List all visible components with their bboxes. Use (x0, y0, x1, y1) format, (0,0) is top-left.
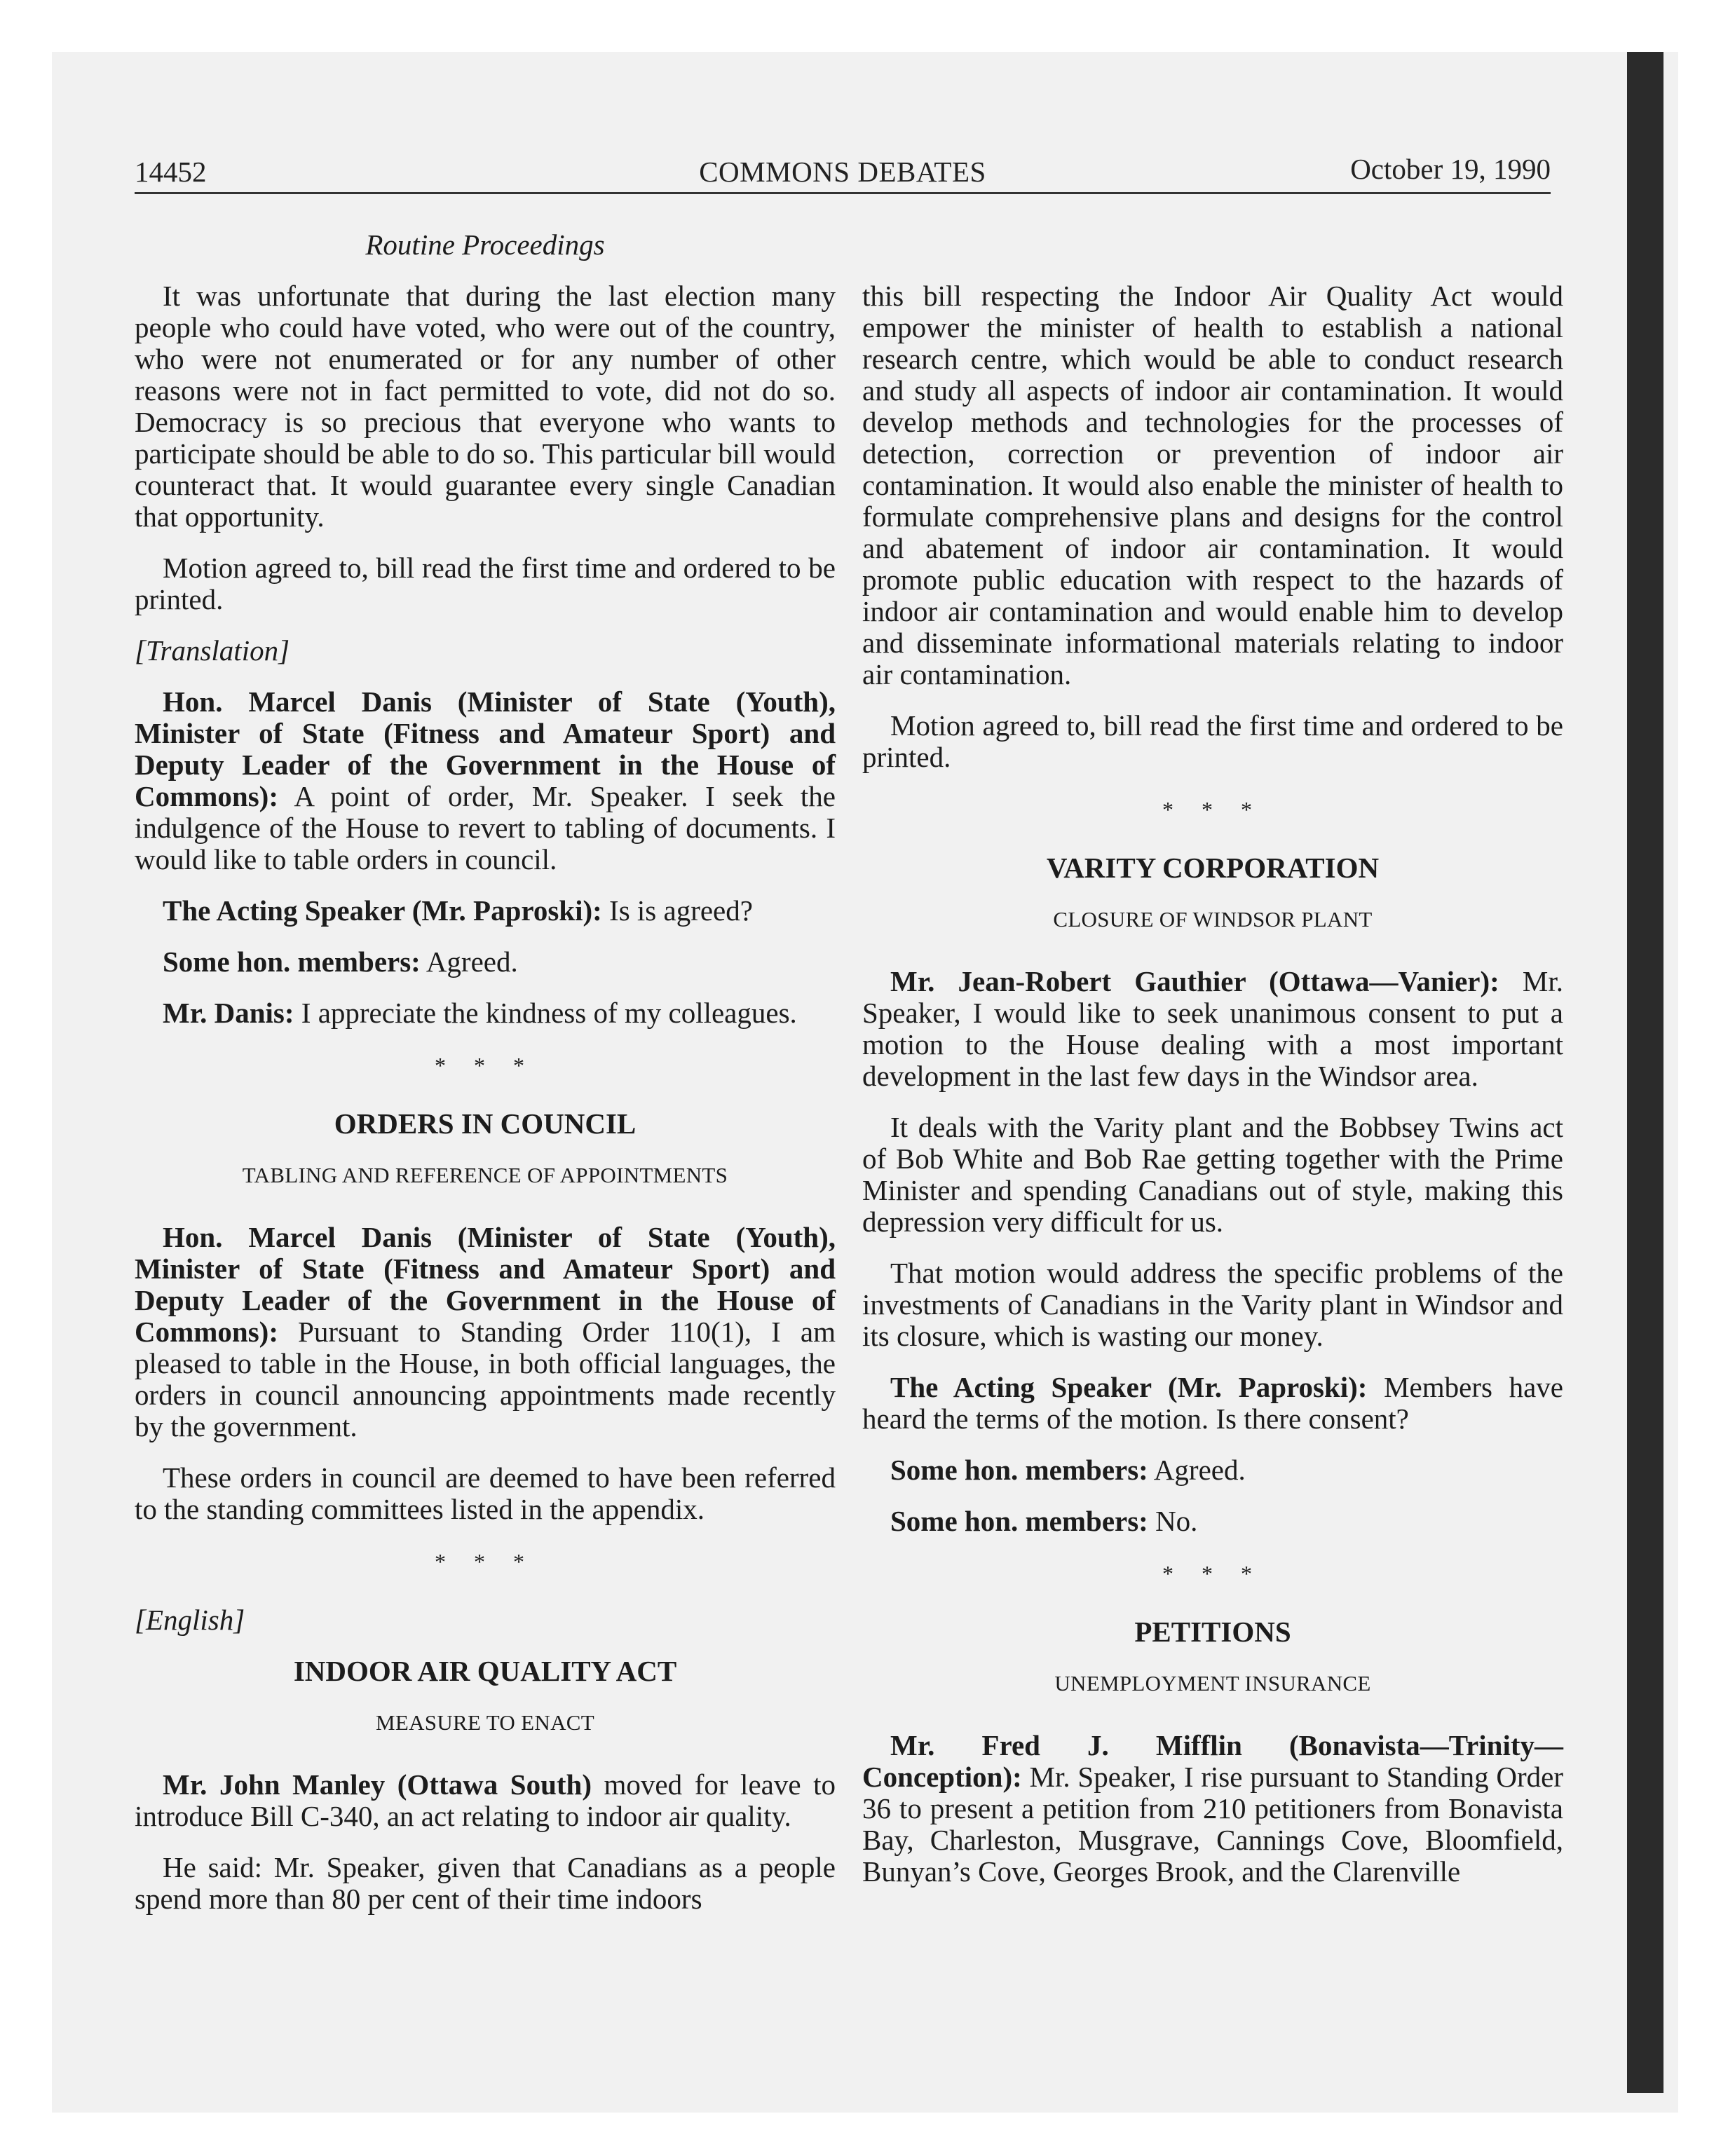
scan-edge (1627, 52, 1663, 2093)
speaker-name: Mr. Fred J. Mifflin (Bonavista—Trinity—Conception): (862, 1729, 1563, 1793)
section-heading: ORDERS IN COUNCIL (334, 1107, 637, 1140)
english-marker: [English] (135, 1604, 245, 1636)
paragraph (135, 1769, 836, 1832)
section-heading: VARITY CORPORATION (1046, 852, 1380, 884)
section-separator: * * * (435, 1053, 536, 1078)
paragraph: Motion agreed to, bill read the first time and ordered to be printed. (862, 709, 1563, 773)
page-date: October 19, 1990 (1350, 153, 1551, 185)
paragraph (862, 1506, 1563, 1537)
paragraph (135, 686, 836, 875)
speaker-name: Mr. John Manley (Ottawa South) (163, 1768, 592, 1801)
paragraph (135, 895, 836, 927)
section-separator: * * * (1162, 1561, 1263, 1586)
paragraph (135, 997, 836, 1029)
paragraph (862, 1372, 1563, 1435)
paragraph: It deals with the Varity plant and the Bobbsey Twins act of Bob White and Bob Rae getting together with the Prime Minister and spending Canadians out of style, making this depression very difficult for us. (862, 1111, 1563, 1238)
speech-text: Mr. Speaker, I would like to seek unanimous consent to put a motion to the House dealing with a most important development in the last few days in the Windsor area. (862, 965, 1563, 1092)
section-separator: * * * (435, 1549, 536, 1574)
speaker-name: The Acting Speaker (Mr. Paproski): (163, 894, 602, 927)
paragraph: It was unfortunate that during the last election many people who could have voted, who were out of the country, who were not enumerated or for any number of other reasons were not in fact permitted to vote, did not do so. Democracy is so precious that everyone who wants to participate should be able to do so. This particular bill would counteract that. It would guarantee every single Canadian that opportunity. (135, 280, 836, 533)
section-heading: INDOOR AIR QUALITY ACT (293, 1655, 677, 1687)
translation-marker: [Translation] (135, 634, 290, 667)
speech-text: A point of order, Mr. Speaker. I seek the indulgence of the House to revert to tabling of documents. I would like to table orders in council. (135, 780, 836, 875)
page-header (135, 144, 1551, 186)
speaker-name: Some hon. members: (890, 1454, 1148, 1486)
page-number: 14452 (135, 156, 207, 188)
paragraph: That motion would address the specific problems of the investments of Canadians in the Varity plant in Windsor and its closure, which is wasting our money. (862, 1257, 1563, 1352)
speech-text: Agreed. (420, 946, 518, 978)
paragraph: These orders in council are deemed to have been referred to the standing committees listed in the appendix. (135, 1461, 836, 1525)
speaker-name: Some hon. members: (890, 1505, 1148, 1537)
section-label: Routine Proceedings (365, 228, 605, 261)
speaker-name: Mr. Danis: (163, 997, 294, 1029)
section-subheading: MEASURE TO ENACT (376, 1710, 594, 1735)
section-subheading: CLOSURE OF WINDSOR PLANT (1053, 907, 1373, 932)
speech-text: No. (1148, 1505, 1198, 1537)
speaker-name: The Acting Speaker (Mr. Paproski): (890, 1371, 1368, 1403)
speech-text: Pursuant to Standing Order 110(1), I am pleased to table in the House, in both official languages, the orders in council announcing appointments made recently by the government. (135, 1316, 836, 1442)
speech-text: Mr. Speaker, I rise pursuant to Standing Order 36 to present a petition from 210 petitioners from Bonavista Bay, Charleston, Musgrave, Cannings Cove, Bloomfield, Bunyan’s Cove, Georges Brook, and the Clarenville (862, 1761, 1563, 1888)
speech-text: I appreciate the kindness of my colleagues. (294, 997, 797, 1029)
paragraph: this bill respecting the Indoor Air Quality Act would empower the minister of health to establish a national research centre, which would be able to conduct research and study all aspects of indoor air contamination. It would develop methods and technologies for the processes of detection, correction or prevention of indoor air contamination. It would also enable the minister of health to formulate comprehensive plans and designs for the control and abatement of indoor air contamination. It would promote public education with respect to the hazards of indoor air contamination and would enable him to develop and disseminate informational materials relating to indoor air contamination. (862, 280, 1563, 690)
section-subheading: TABLING AND REFERENCE OF APPOINTMENTS (242, 1163, 728, 1187)
paragraph (135, 946, 836, 978)
speaker-name: Hon. Marcel Danis (Minister of State (Youth), Minister of State (Fitness and Amateur Sport) and Deputy Leader of the Government in the House of Commons): (135, 1221, 836, 1348)
paragraph (862, 1730, 1563, 1888)
section-separator: * * * (1162, 797, 1263, 822)
speaker-name: Mr. Jean-Robert Gauthier (Ottawa—Vanier): (890, 965, 1499, 997)
speech-text: Members have heard the terms of the motion. Is there consent? (862, 1371, 1564, 1435)
paragraph (135, 1222, 836, 1442)
paragraph (862, 1454, 1563, 1486)
speaker-name: Some hon. members: (163, 946, 421, 978)
right-column (862, 280, 1563, 1907)
speech-text: Is is agreed? (601, 894, 753, 927)
speaker-name: Hon. Marcel Danis (Minister of State (Youth), Minister of State (Fitness and Amateur Sport) and Deputy Leader of the Government in the House of Commons): (135, 685, 836, 812)
paragraph: He said: Mr. Speaker, given that Canadians as a people spend more than 80 per cent of their time indoors (135, 1851, 836, 1915)
section-heading: PETITIONS (1134, 1616, 1291, 1648)
paragraph: Motion agreed to, bill read the first time and ordered to be printed. (135, 552, 836, 615)
header-rule (135, 192, 1551, 194)
publication-title: COMMONS DEBATES (699, 156, 986, 188)
section-subheading: UNEMPLOYMENT INSURANCE (1054, 1671, 1371, 1696)
speech-text: Agreed. (1148, 1454, 1246, 1486)
left-column (135, 280, 836, 1935)
paragraph (862, 966, 1563, 1092)
speech-text: moved for leave to introduce Bill C-340, an act relating to indoor air quality. (135, 1768, 836, 1832)
